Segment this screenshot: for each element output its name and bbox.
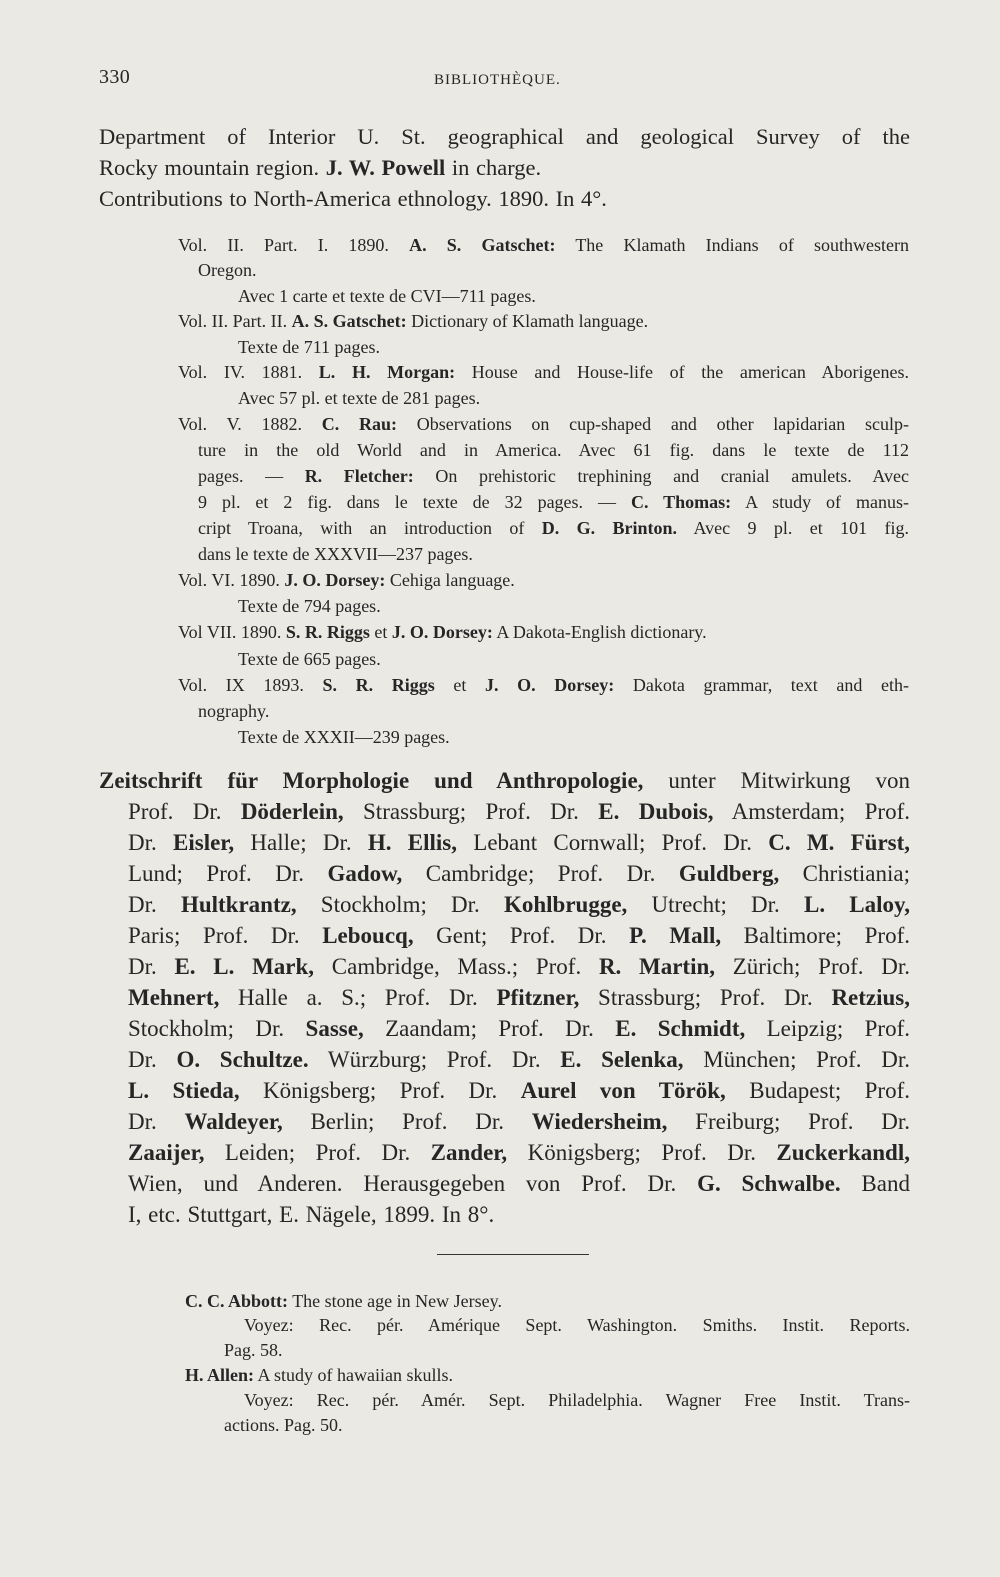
volume-entry-line: dans le texte de XXXVII—237 pages. <box>198 544 473 564</box>
volume-entry-line: Vol. IV. 1881. L. H. Morgan: House and House-life of the american Aborigenes. <box>178 362 909 382</box>
zeitschrift-entry-line: Zaaijer, Leiden; Prof. Dr. Zander, Königsberg; Prof. Dr. Zuckerkandl, <box>128 1140 910 1165</box>
volume-entry-line: Vol. II. Part. I. 1890. A. S. Gatschet: The Klamath Indians of southwestern <box>178 235 909 255</box>
footnote-entry-line: C. C. Abbott: The stone age in New Jersey. <box>185 1291 502 1311</box>
volume-entry-line: Vol VII. 1890. S. R. Riggs et J. O. Dorsey: A Dakota-English dictionary. <box>178 622 707 642</box>
footnote-entry-line: H. Allen: A study of hawaiian skulls. <box>185 1365 454 1385</box>
footnote-entry-line: Pag. 58. <box>224 1340 283 1360</box>
zeitschrift-entry-line: Prof. Dr. Döderlein, Strassburg; Prof. Dr. E. Dubois, Amsterdam; Prof. <box>128 799 910 824</box>
volume-entry-line: Avec 57 pl. et texte de 281 pages. <box>238 388 481 408</box>
zeitschrift-entry-line: Dr. Eisler, Halle; Dr. H. Ellis, Lebant Cornwall; Prof. Dr. C. M. Fürst, <box>128 830 911 855</box>
volume-entry-line: Texte de 711 pages. <box>238 337 381 357</box>
volume-entry-line: Texte de 665 pages. <box>238 649 381 669</box>
zeitschrift-entry-line: Paris; Prof. Dr. Leboucq, Gent; Prof. Dr. P. Mall, Baltimore; Prof. <box>128 923 910 948</box>
zeitschrift-entry-line: Dr. Waldeyer, Berlin; Prof. Dr. Wiedersheim, Freiburg; Prof. Dr. <box>128 1109 910 1134</box>
volume-entry-line: Vol. II. Part. II. A. S. Gatschet: Dictionary of Klamath language. <box>178 311 649 331</box>
volume-entry-line: ture in the old World and in America. Avec 61 fig. dans le texte de 112 <box>198 440 909 460</box>
zeitschrift-entry-line: Dr. E. L. Mark, Cambridge, Mass.; Prof. R. Martin, Zürich; Prof. Dr. <box>128 954 910 979</box>
zeitschrift-entry-line: L. Stieda, Königsberg; Prof. Dr. Aurel von Török, Budapest; Prof. <box>128 1078 911 1103</box>
volume-entry-line: Avec 1 carte et texte de CVI—711 pages. <box>238 286 536 306</box>
footnote-entry-line: Voyez: Rec. pér. Amérique Sept. Washington. Smiths. Instit. Reports. <box>244 1315 910 1335</box>
zeitschrift-entry-line: Wien, und Anderen. Herausgegeben von Prof. Dr. G. Schwalbe. Band <box>128 1171 910 1196</box>
page-number: 330 <box>99 66 131 88</box>
volume-entry-line: Texte de XXXII—239 pages. <box>238 727 450 747</box>
footnote-entry-line: actions. Pag. 50. <box>224 1415 343 1435</box>
running-title: BIBLIOTHÈQUE. <box>434 72 561 88</box>
zeitschrift-entry-line: I, etc. Stuttgart, E. Nägele, 1899. In 8°. <box>128 1202 495 1227</box>
volume-entry-line: Vol. V. 1882. C. Rau: Observations on cup-shaped and other lapidarian sculp- <box>178 414 909 434</box>
volume-entry-line: pages. — R. Fletcher: On prehistoric trephining and cranial amulets. Avec <box>198 466 909 486</box>
volume-entry-line: Oregon. <box>198 260 257 280</box>
footnote-entry-line: Voyez: Rec. pér. Amér. Sept. Philadelphia. Wagner Free Instit. Trans- <box>244 1390 910 1410</box>
volume-entry-line: 9 pl. et 2 fig. dans le texte de 32 pages. — C. Thomas: A study of manus- <box>198 492 909 512</box>
entry-department-line: Contributions to North-America ethnology. 1890. In 4°. <box>99 186 607 211</box>
zeitschrift-entry-line: Zeitschrift für Morphologie und Anthropologie, unter Mitwirkung von <box>99 768 910 793</box>
zeitschrift-entry-line: Mehnert, Halle a. S.; Prof. Dr. Pfitzner, Strassburg; Prof. Dr. Retzius, <box>128 985 911 1010</box>
volume-entry-line: Texte de 794 pages. <box>238 596 381 616</box>
zeitschrift-entry-line: Stockholm; Dr. Sasse, Zaandam; Prof. Dr. E. Schmidt, Leipzig; Prof. <box>128 1016 910 1041</box>
volume-entry-line: Vol. IX 1893. S. R. Riggs et J. O. Dorsey: Dakota grammar, text and eth- <box>178 675 910 695</box>
zeitschrift-entry-line: Lund; Prof. Dr. Gadow, Cambridge; Prof. Dr. Guldberg, Christiania; <box>128 861 910 886</box>
entry-department-line: Department of Interior U. St. geographical and geological Survey of the <box>99 124 910 149</box>
entry-department-line: Rocky mountain region. J. W. Powell in charge. <box>99 155 542 180</box>
volume-entry-line: Vol. VI. 1890. J. O. Dorsey: Cehiga language. <box>178 570 515 590</box>
volume-entry-line: nography. <box>198 701 270 721</box>
zeitschrift-entry-line: Dr. O. Schultze. Würzburg; Prof. Dr. E. Selenka, München; Prof. Dr. <box>128 1047 910 1072</box>
section-divider <box>437 1254 589 1255</box>
zeitschrift-entry-line: Dr. Hultkrantz, Stockholm; Dr. Kohlbrugge, Utrecht; Dr. L. Laloy, <box>128 892 910 917</box>
volume-entry-line: cript Troana, with an introduction of D. G. Brinton. Avec 9 pl. et 101 fig. <box>198 518 910 538</box>
